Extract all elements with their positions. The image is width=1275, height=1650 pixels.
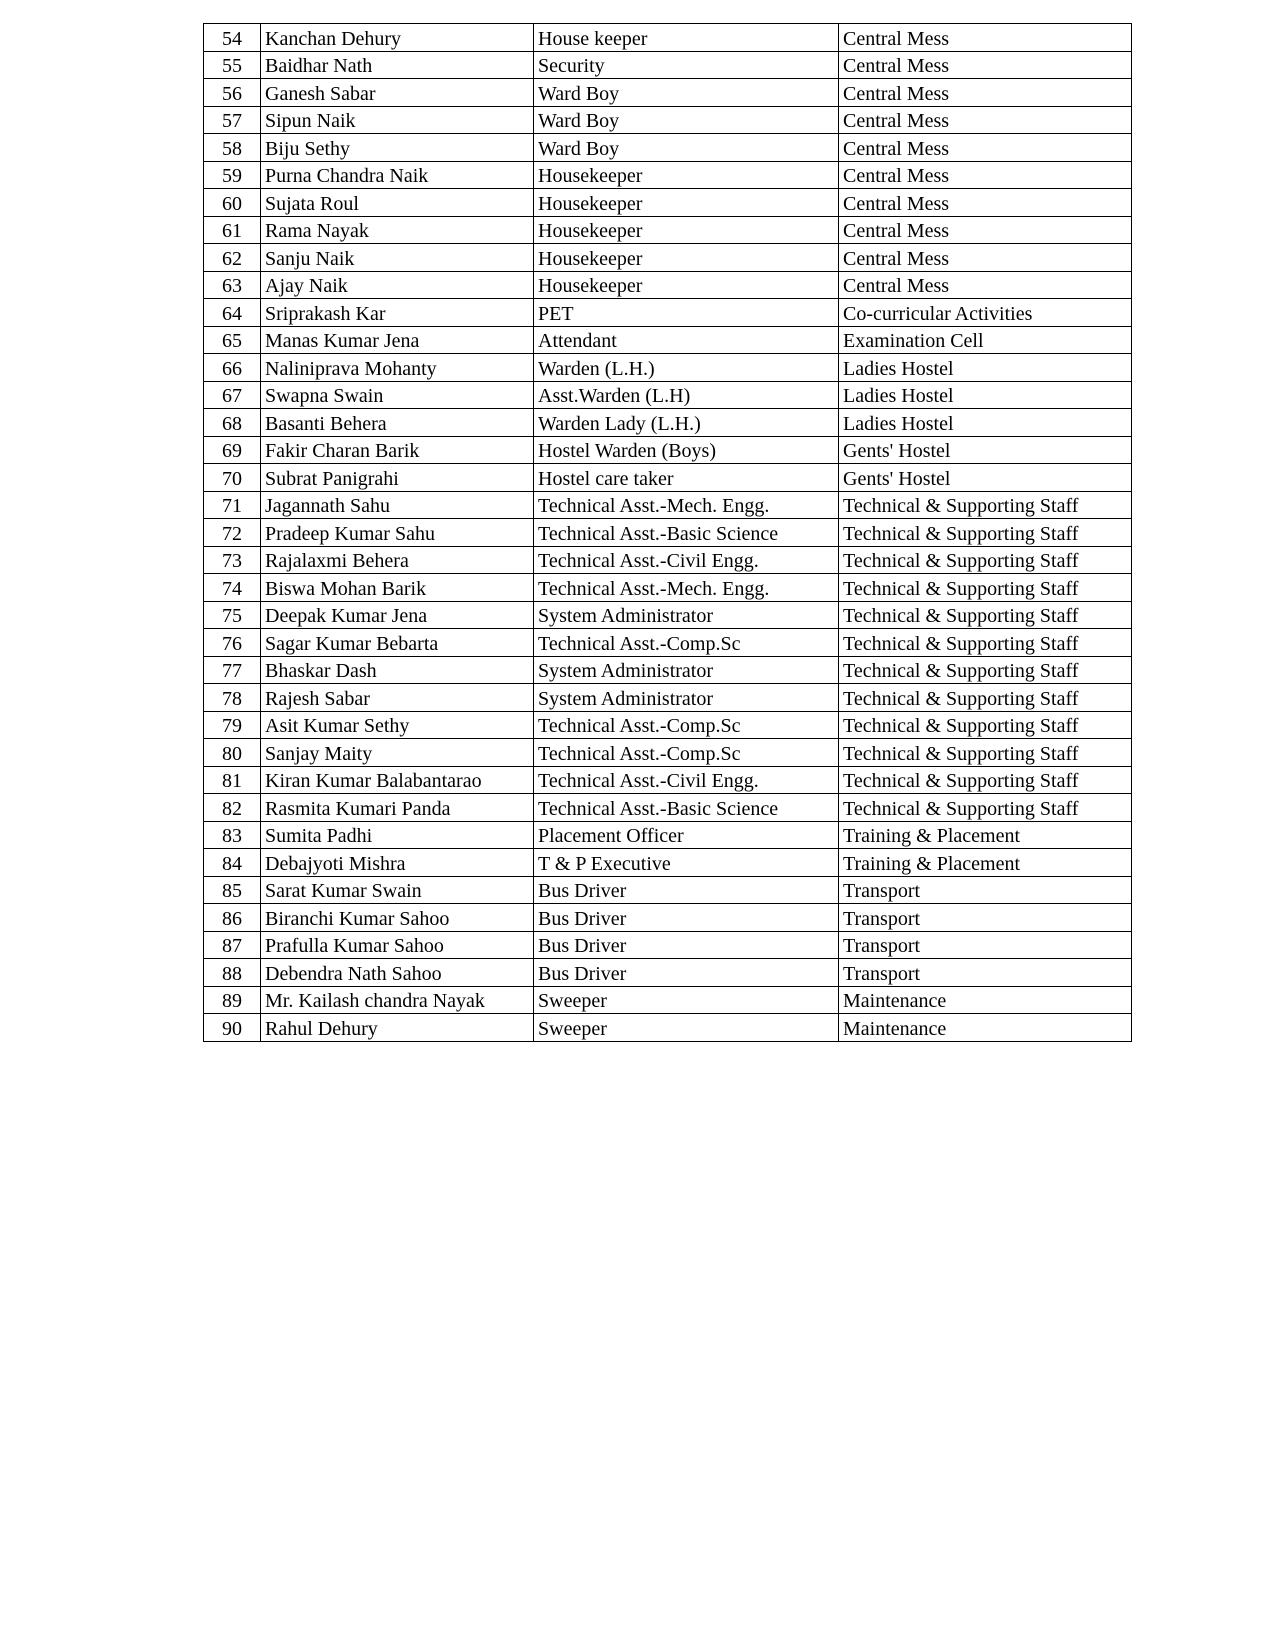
staff-name-cell: Jagannath Sahu	[261, 491, 534, 519]
serial-number-cell: 77	[204, 656, 261, 684]
serial-number-cell: 67	[204, 381, 261, 409]
staff-name-cell: Sanjay Maity	[261, 739, 534, 767]
table-row	[204, 684, 1132, 712]
staff-table-body	[204, 24, 1132, 1042]
staff-name-cell: Sanju Naik	[261, 244, 534, 272]
staff-name-cell: Biju Sethy	[261, 134, 534, 162]
designation-cell: Hostel Warden (Boys)	[534, 436, 839, 464]
serial-number-cell: 62	[204, 244, 261, 272]
serial-number-cell: 87	[204, 931, 261, 959]
designation-cell: Security	[534, 51, 839, 79]
table-row	[204, 436, 1132, 464]
designation-cell: Housekeeper	[534, 189, 839, 217]
table-row	[204, 711, 1132, 739]
designation-cell: T & P Executive	[534, 849, 839, 877]
serial-number-cell: 72	[204, 519, 261, 547]
serial-number-cell: 61	[204, 216, 261, 244]
table-row	[204, 1014, 1132, 1042]
serial-number-cell: 70	[204, 464, 261, 492]
designation-cell: Technical Asst.-Civil Engg.	[534, 546, 839, 574]
serial-number-cell: 66	[204, 354, 261, 382]
department-cell: Technical & Supporting Staff	[839, 739, 1132, 767]
serial-number-cell: 80	[204, 739, 261, 767]
table-row	[204, 216, 1132, 244]
staff-name-cell: Purna Chandra Naik	[261, 161, 534, 189]
department-cell: Technical & Supporting Staff	[839, 656, 1132, 684]
department-cell: Transport	[839, 931, 1132, 959]
department-cell: Gents' Hostel	[839, 436, 1132, 464]
designation-cell: Technical Asst.-Comp.Sc	[534, 711, 839, 739]
staff-name-cell: Naliniprava Mohanty	[261, 354, 534, 382]
designation-cell: Technical Asst.-Comp.Sc	[534, 629, 839, 657]
table-row	[204, 821, 1132, 849]
designation-cell: Bus Driver	[534, 904, 839, 932]
staff-name-cell: Mr. Kailash chandra Nayak	[261, 986, 534, 1014]
table-row	[204, 161, 1132, 189]
designation-cell: Technical Asst.-Basic Science	[534, 519, 839, 547]
designation-cell: Bus Driver	[534, 876, 839, 904]
staff-name-cell: Asit Kumar Sethy	[261, 711, 534, 739]
department-cell: Central Mess	[839, 271, 1132, 299]
designation-cell: Hostel care taker	[534, 464, 839, 492]
department-cell: Central Mess	[839, 189, 1132, 217]
serial-number-cell: 84	[204, 849, 261, 877]
designation-cell: PET	[534, 299, 839, 327]
department-cell: Technical & Supporting Staff	[839, 574, 1132, 602]
staff-name-cell: Manas Kumar Jena	[261, 326, 534, 354]
designation-cell: Technical Asst.-Comp.Sc	[534, 739, 839, 767]
serial-number-cell: 55	[204, 51, 261, 79]
staff-name-cell: Sumita Padhi	[261, 821, 534, 849]
designation-cell: Housekeeper	[534, 244, 839, 272]
designation-cell: Asst.Warden (L.H)	[534, 381, 839, 409]
department-cell: Central Mess	[839, 216, 1132, 244]
serial-number-cell: 78	[204, 684, 261, 712]
department-cell: Examination Cell	[839, 326, 1132, 354]
designation-cell: Technical Asst.-Mech. Engg.	[534, 491, 839, 519]
table-row	[204, 354, 1132, 382]
staff-name-cell: Sujata Roul	[261, 189, 534, 217]
staff-name-cell: Ganesh Sabar	[261, 79, 534, 107]
staff-name-cell: Rama Nayak	[261, 216, 534, 244]
table-row	[204, 794, 1132, 822]
designation-cell: Ward Boy	[534, 134, 839, 162]
department-cell: Technical & Supporting Staff	[839, 684, 1132, 712]
serial-number-cell: 56	[204, 79, 261, 107]
staff-name-cell: Rasmita Kumari Panda	[261, 794, 534, 822]
serial-number-cell: 83	[204, 821, 261, 849]
table-row	[204, 876, 1132, 904]
department-cell: Central Mess	[839, 244, 1132, 272]
department-cell: Technical & Supporting Staff	[839, 766, 1132, 794]
serial-number-cell: 54	[204, 24, 261, 52]
staff-name-cell: Swapna Swain	[261, 381, 534, 409]
staff-table	[203, 23, 1132, 1042]
staff-name-cell: Sarat Kumar Swain	[261, 876, 534, 904]
department-cell: Central Mess	[839, 51, 1132, 79]
serial-number-cell: 75	[204, 601, 261, 629]
department-cell: Transport	[839, 959, 1132, 987]
department-cell: Co-curricular Activities	[839, 299, 1132, 327]
department-cell: Technical & Supporting Staff	[839, 794, 1132, 822]
serial-number-cell: 74	[204, 574, 261, 602]
designation-cell: System Administrator	[534, 656, 839, 684]
staff-name-cell: Bhaskar Dash	[261, 656, 534, 684]
table-row	[204, 931, 1132, 959]
table-row	[204, 656, 1132, 684]
table-row	[204, 381, 1132, 409]
department-cell: Central Mess	[839, 79, 1132, 107]
department-cell: Technical & Supporting Staff	[839, 711, 1132, 739]
table-row	[204, 51, 1132, 79]
serial-number-cell: 71	[204, 491, 261, 519]
table-row	[204, 601, 1132, 629]
department-cell: Ladies Hostel	[839, 381, 1132, 409]
staff-name-cell: Baidhar Nath	[261, 51, 534, 79]
department-cell: Training & Placement	[839, 849, 1132, 877]
table-row	[204, 519, 1132, 547]
designation-cell: Placement Officer	[534, 821, 839, 849]
department-cell: Ladies Hostel	[839, 409, 1132, 437]
serial-number-cell: 57	[204, 106, 261, 134]
staff-name-cell: Pradeep Kumar Sahu	[261, 519, 534, 547]
designation-cell: System Administrator	[534, 684, 839, 712]
staff-name-cell: Prafulla Kumar Sahoo	[261, 931, 534, 959]
department-cell: Maintenance	[839, 1014, 1132, 1042]
staff-name-cell: Sagar Kumar Bebarta	[261, 629, 534, 657]
designation-cell: Sweeper	[534, 986, 839, 1014]
serial-number-cell: 64	[204, 299, 261, 327]
serial-number-cell: 69	[204, 436, 261, 464]
serial-number-cell: 86	[204, 904, 261, 932]
serial-number-cell: 60	[204, 189, 261, 217]
department-cell: Transport	[839, 876, 1132, 904]
designation-cell: Bus Driver	[534, 959, 839, 987]
staff-name-cell: Rajesh Sabar	[261, 684, 534, 712]
serial-number-cell: 82	[204, 794, 261, 822]
department-cell: Central Mess	[839, 161, 1132, 189]
staff-name-cell: Ajay Naik	[261, 271, 534, 299]
staff-name-cell: Sipun Naik	[261, 106, 534, 134]
table-row	[204, 106, 1132, 134]
designation-cell: Technical Asst.-Civil Engg.	[534, 766, 839, 794]
table-row	[204, 959, 1132, 987]
serial-number-cell: 81	[204, 766, 261, 794]
staff-name-cell: Sriprakash Kar	[261, 299, 534, 327]
serial-number-cell: 59	[204, 161, 261, 189]
table-row	[204, 134, 1132, 162]
department-cell: Central Mess	[839, 24, 1132, 52]
department-cell: Ladies Hostel	[839, 354, 1132, 382]
staff-name-cell: Biranchi Kumar Sahoo	[261, 904, 534, 932]
department-cell: Central Mess	[839, 106, 1132, 134]
designation-cell: Warden Lady (L.H.)	[534, 409, 839, 437]
designation-cell: Ward Boy	[534, 79, 839, 107]
department-cell: Gents' Hostel	[839, 464, 1132, 492]
staff-name-cell: Debendra Nath Sahoo	[261, 959, 534, 987]
staff-name-cell: Kiran Kumar Balabantarao	[261, 766, 534, 794]
department-cell: Technical & Supporting Staff	[839, 519, 1132, 547]
table-row	[204, 739, 1132, 767]
staff-name-cell: Kanchan Dehury	[261, 24, 534, 52]
serial-number-cell: 85	[204, 876, 261, 904]
designation-cell: Warden (L.H.)	[534, 354, 839, 382]
designation-cell: System Administrator	[534, 601, 839, 629]
table-row	[204, 189, 1132, 217]
designation-cell: Technical Asst.-Basic Science	[534, 794, 839, 822]
table-row	[204, 464, 1132, 492]
staff-name-cell: Debajyoti Mishra	[261, 849, 534, 877]
designation-cell: Ward Boy	[534, 106, 839, 134]
table-row	[204, 299, 1132, 327]
serial-number-cell: 88	[204, 959, 261, 987]
serial-number-cell: 73	[204, 546, 261, 574]
table-row	[204, 574, 1132, 602]
department-cell: Technical & Supporting Staff	[839, 491, 1132, 519]
staff-name-cell: Rahul Dehury	[261, 1014, 534, 1042]
designation-cell: Bus Driver	[534, 931, 839, 959]
table-row	[204, 271, 1132, 299]
serial-number-cell: 58	[204, 134, 261, 162]
serial-number-cell: 90	[204, 1014, 261, 1042]
staff-name-cell: Biswa Mohan Barik	[261, 574, 534, 602]
table-row	[204, 491, 1132, 519]
designation-cell: Housekeeper	[534, 271, 839, 299]
department-cell: Central Mess	[839, 134, 1132, 162]
table-row	[204, 546, 1132, 574]
designation-cell: Housekeeper	[534, 216, 839, 244]
serial-number-cell: 79	[204, 711, 261, 739]
designation-cell: House keeper	[534, 24, 839, 52]
table-row	[204, 79, 1132, 107]
table-row	[204, 326, 1132, 354]
department-cell: Maintenance	[839, 986, 1132, 1014]
department-cell: Technical & Supporting Staff	[839, 546, 1132, 574]
serial-number-cell: 76	[204, 629, 261, 657]
table-row	[204, 244, 1132, 272]
designation-cell: Housekeeper	[534, 161, 839, 189]
serial-number-cell: 89	[204, 986, 261, 1014]
staff-name-cell: Subrat Panigrahi	[261, 464, 534, 492]
staff-name-cell: Rajalaxmi Behera	[261, 546, 534, 574]
table-row	[204, 409, 1132, 437]
staff-name-cell: Basanti Behera	[261, 409, 534, 437]
department-cell: Transport	[839, 904, 1132, 932]
designation-cell: Attendant	[534, 326, 839, 354]
designation-cell: Technical Asst.-Mech. Engg.	[534, 574, 839, 602]
serial-number-cell: 68	[204, 409, 261, 437]
staff-name-cell: Fakir Charan Barik	[261, 436, 534, 464]
department-cell: Technical & Supporting Staff	[839, 601, 1132, 629]
table-row	[204, 766, 1132, 794]
department-cell: Training & Placement	[839, 821, 1132, 849]
table-row	[204, 849, 1132, 877]
designation-cell: Sweeper	[534, 1014, 839, 1042]
table-row	[204, 24, 1132, 52]
table-row	[204, 986, 1132, 1014]
serial-number-cell: 63	[204, 271, 261, 299]
serial-number-cell: 65	[204, 326, 261, 354]
department-cell: Technical & Supporting Staff	[839, 629, 1132, 657]
staff-name-cell: Deepak Kumar Jena	[261, 601, 534, 629]
table-row	[204, 629, 1132, 657]
table-row	[204, 904, 1132, 932]
